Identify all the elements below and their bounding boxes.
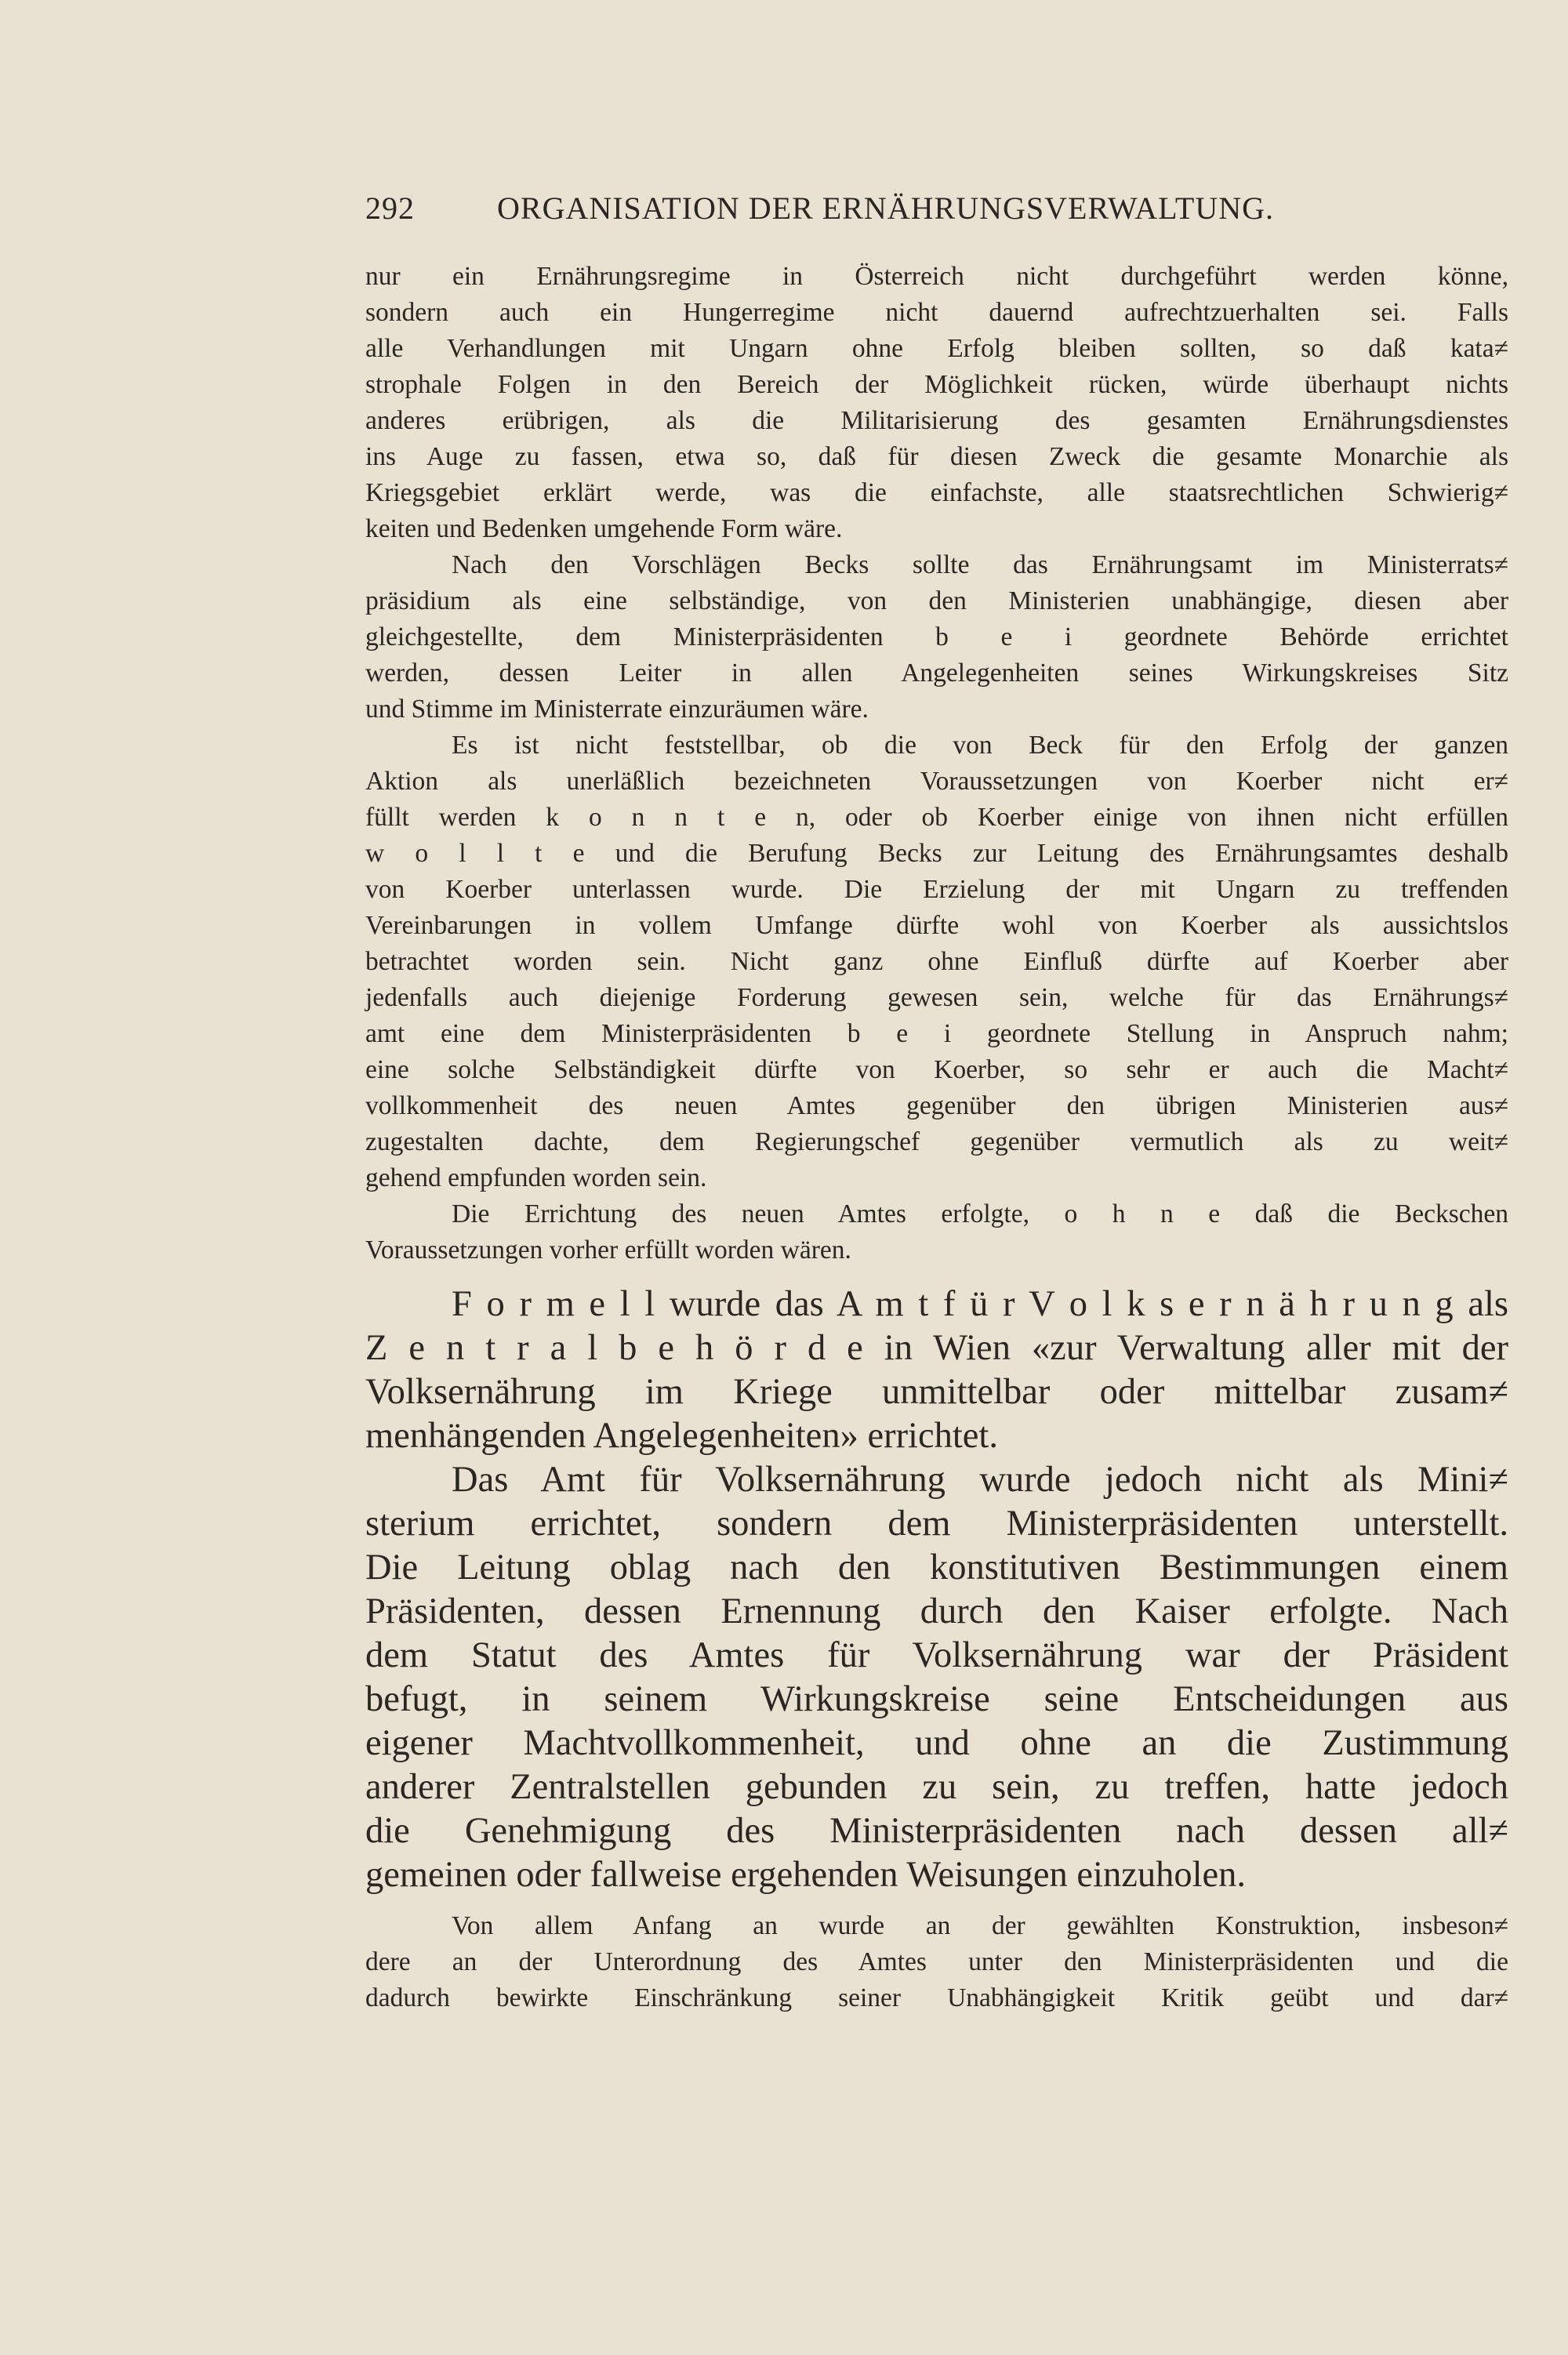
text-line: sondern auch ein Hungerregime nicht dauernd aufrechtzuerhalten sei. Falls	[365, 298, 1508, 327]
text-line: strophale Folgen in den Bereich der Möglichkeit rücken, würde überhaupt nichts	[365, 370, 1508, 399]
text-line: eigener Machtvollkommenheit, und ohne an die Zustimmung	[365, 1723, 1508, 1763]
running-header	[365, 185, 1385, 232]
text-line: Es ist nicht feststellbar, ob die von Beck für den Erfolg der ganzen	[452, 731, 1508, 760]
paragraph-emphasized	[365, 1458, 1508, 1897]
text-line: befugt, in seinem Wirkungskreise seine Entscheidungen aus	[365, 1679, 1508, 1719]
text-line: und Stimme im Ministerrate einzuräumen wäre.	[365, 695, 869, 724]
text-line: die Genehmigung des Ministerpräsidenten nach dessen all≠	[365, 1811, 1508, 1851]
text-line: betrachtet worden sein. Nicht ganz ohne Einfluß dürfte auf Koerber aber	[365, 947, 1508, 976]
text-line: F o r m e l l wurde das A m t f ü r V o l k s e r n ä h r u n g als	[452, 1284, 1508, 1324]
text-line: Die Leitung oblag nach den konstitutiven Bestimmungen einem	[365, 1548, 1508, 1588]
paragraph	[365, 728, 1508, 1196]
text-line: Das Amt für Volksernährung wurde jedoch nicht als Mini≠	[452, 1460, 1508, 1500]
text-line: dem Statut des Amtes für Volksernährung war der Präsident	[365, 1635, 1508, 1675]
text-line: nur ein Ernährungsregime in Österreich nicht durchgeführt werden könne,	[365, 262, 1508, 291]
text-line: füllt werden k o n n t e n, oder ob Koerber einige von ihnen nicht erfüllen	[365, 803, 1508, 832]
text-line: keiten und Bedenken umgehende Form wäre.	[365, 514, 843, 543]
text-line: Präsidenten, dessen Ernennung durch den Kaiser erfolgte. Nach	[365, 1591, 1508, 1631]
text-line: zugestalten dachte, dem Regierungschef gegenüber vermutlich als zu weit≠	[365, 1127, 1508, 1156]
text-line: gemeinen oder fallweise ergehenden Weisungen einzuholen.	[365, 1855, 1247, 1895]
text-line: anderer Zentralstellen gebunden zu sein, zu treffen, hatte jedoch	[365, 1767, 1508, 1807]
paragraph	[365, 259, 1508, 547]
text-line: gehend empfunden worden sein.	[365, 1163, 707, 1192]
paragraph	[365, 1908, 1508, 2016]
text-line: Voraussetzungen vorher erfüllt worden wären.	[365, 1236, 851, 1265]
paragraph	[365, 1196, 1508, 1268]
text-line: Volksernährung im Kriege unmittelbar oder mittelbar zusam≠	[365, 1372, 1508, 1412]
text-line: Nach den Vorschlägen Becks sollte das Ernährungsamt im Ministerrats≠	[452, 550, 1508, 579]
text-line: dadurch bewirkte Einschränkung seiner Unabhängigkeit Kritik geübt und dar≠	[365, 1983, 1508, 2012]
text-line: amt eine dem Ministerpräsidenten b e i geordnete Stellung in Anspruch nahm;	[365, 1019, 1508, 1048]
text-line: Aktion als unerläßlich bezeichneten Voraussetzungen von Koerber nicht er≠	[365, 767, 1508, 796]
page-number: 292	[365, 191, 415, 226]
text-line: dere an der Unterordnung des Amtes unter den Ministerpräsidenten und die	[365, 1947, 1508, 1976]
text-line: w o l l t e und die Berufung Becks zur Leitung des Ernährungsamtes deshalb	[365, 839, 1508, 868]
text-line: jedenfalls auch diejenige Forderung gewesen sein, welche für das Ernährungs≠	[365, 983, 1508, 1012]
text-line: sterium errichtet, sondern dem Ministerpräsidenten unterstellt.	[365, 1504, 1508, 1544]
text-line: menhängenden Angelegenheiten» errichtet.	[365, 1416, 998, 1456]
text-line: von Koerber unterlassen wurde. Die Erzielung der mit Ungarn zu treffenden	[365, 875, 1508, 904]
text-line: anderes erübrigen, als die Militarisierung des gesamten Ernährungsdienstes	[365, 406, 1508, 435]
page-body	[365, 259, 1508, 2016]
text-line: Vereinbarungen in vollem Umfange dürfte wohl von Koerber als aussichtslos	[365, 911, 1508, 940]
text-line: eine solche Selbständigkeit dürfte von Koerber, so sehr er auch die Macht≠	[365, 1055, 1508, 1084]
text-line: alle Verhandlungen mit Ungarn ohne Erfolg bleiben sollten, so daß kata≠	[365, 334, 1508, 363]
text-line: gleichgestellte, dem Ministerpräsidenten b e i geordnete Behörde errichtet	[365, 622, 1508, 651]
text-line: Kriegsgebiet erklärt werde, was die einfachste, alle staatsrechtlichen Schwierig≠	[365, 478, 1508, 507]
paragraph-emphasized	[365, 1283, 1508, 1458]
paragraph	[365, 547, 1508, 728]
text-line: ins Auge zu fassen, etwa so, daß für diesen Zweck die gesamte Monarchie als	[365, 442, 1508, 471]
running-title: ORGANISATION DER ERNÄHRUNGSVERWALTUNG.	[497, 191, 1274, 226]
text-line: Z e n t r a l b e h ö r d e in Wien «zur Verwaltung aller mit der	[365, 1328, 1508, 1368]
text-line: präsidium als eine selbständige, von den Ministerien unabhängige, diesen aber	[365, 586, 1508, 615]
text-line: vollkommenheit des neuen Amtes gegenüber den übrigen Ministerien aus≠	[365, 1091, 1508, 1120]
text-line: Die Errichtung des neuen Amtes erfolgte, o h n e daß die Beckschen	[452, 1199, 1508, 1228]
text-line: Von allem Anfang an wurde an der gewählten Konstruktion, insbeson≠	[452, 1911, 1508, 1940]
text-line: werden, dessen Leiter in allen Angelegenheiten seines Wirkungskreises Sitz	[365, 659, 1508, 688]
